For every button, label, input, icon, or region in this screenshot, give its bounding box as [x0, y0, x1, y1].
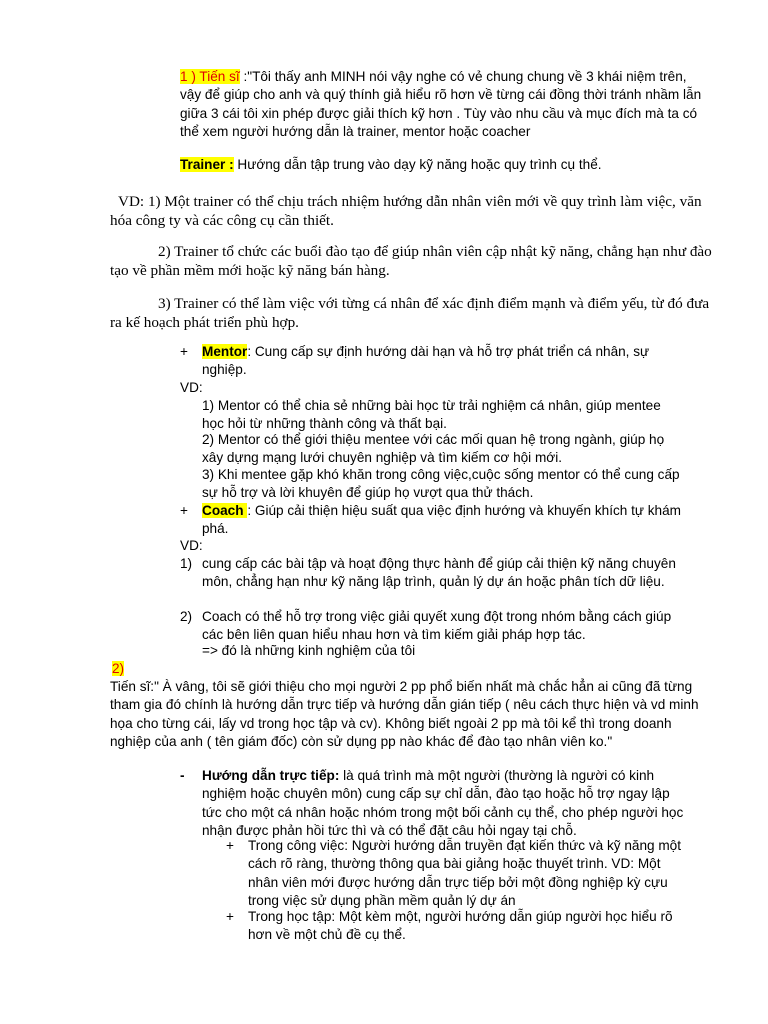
coach-definition	[202, 502, 686, 539]
coach-example-2: Coach có thể hỗ trợ trong việc giải quyết xung đột trong nhóm bằng cách giúp các bên liên quan hiểu nhau hơn và tìm kiếm giải pháp hợp tác.	[202, 609, 672, 643]
trainer-example-1: VD: 1) Một trainer có thể chịu trách nhiệm hướng dẫn nhân viên mới về quy trình làm việc, văn hóa công ty và các công cụ cần thiết.	[110, 193, 702, 229]
trainer-example-2: 2) Trainer tổ chức các buổi đào tạo để giúp nhân viên cập nhật kỹ năng, chẳng hạn như đào tạo về phần mềm mới hoặc kỹ năng bán hàng.	[110, 243, 712, 279]
mentor-bullet: +	[180, 344, 188, 359]
trainer-definition	[180, 156, 702, 174]
direct-label: Hướng dẫn trực tiếp:	[202, 768, 340, 783]
direct-sub-2-bullet: +	[226, 909, 234, 924]
coach-bullet: +	[180, 503, 188, 518]
mentor-example-1: 1) Mentor có thể chia sẻ những bài học từ trải nghiệm cá nhân, giúp mentee học hỏi từ những thành công và thất bại.	[202, 398, 661, 432]
direct-sub-1: Trong công việc: Người hướng dẫn truyền đạt kiến thức và kỹ năng một cách rõ ràng, thường thông qua bài giảng hoặc thuyết trình. VD: Một nhân viên mới được hướng dẫn trực tiếp bởi một đồng nghiệp kỳ cựu trong việc sử dụng phần mềm quản lý dự án	[248, 838, 682, 909]
coach-conclusion: => đó là những kinh nghiệm của tôi	[202, 643, 416, 658]
direct-text: là quá trình mà một người (thường là người có kinh nghiệm hoặc chuyên môn) cung cấp sự chỉ dẫn, đào tạo hoặc hỗ trợ ngay lập tức cho một cá nhân hoặc nhóm trong một bối cảnh cụ thể, cho phép người học nhận được phản hồi tức thì và có thể đặt câu hỏi ngay tại chỗ.	[202, 768, 684, 839]
mentor-label: Mentor	[202, 344, 248, 359]
coach-vd-label: VD:	[180, 538, 203, 553]
intro-paragraph	[180, 68, 702, 142]
coach-example-1-number: 1)	[180, 556, 193, 571]
coach-text: : Giúp cải thiện hiệu suất qua việc định hướng và khuyến khích tự khám phá.	[202, 503, 681, 537]
mentor-example-3: 3) Khi mentee gặp khó khăn trong công việc,cuộc sống mentor có thể cung cấp sự hỗ trợ và lời khuyên để giúp họ vượt qua thử thách.	[202, 467, 680, 501]
mentor-definition	[202, 343, 686, 380]
section-2-label: 2)	[112, 661, 125, 676]
coach-label: Coach	[202, 503, 248, 518]
trainer-example-3: 3) Trainer có thể làm việc với từng cá nhân để xác định điểm mạnh và điểm yếu, từ đó đưa ra kế hoạch phát triển phù hợp.	[110, 295, 710, 331]
speaker-label: 1 ) Tiến sĩ	[180, 69, 240, 84]
mentor-example-2: 2) Mentor có thể giới thiệu mentee với các mối quan hệ trong ngành, giúp họ xây dựng mạng lưới chuyên nghiệp và tìm kiếm cơ hội mới.	[202, 432, 665, 466]
intro-text: :"Tôi thấy anh MINH nói vậy nghe có vẻ chung chung về 3 khái niệm trên, vậy để giúp cho anh và quý thính giả hiểu rõ hơn về từng cái đồng thời tránh nhầm lẫn giữa 3 cái tôi xin phép được giải thích kỹ hơn . Tùy vào nhu cầu và mục đích mà ta có thể xem người hướng dẫn là trainer, mentor hoặc coacher	[180, 69, 702, 140]
mentor-vd-label: VD:	[180, 380, 203, 395]
trainer-text: Hướng dẫn tập trung vào dạy kỹ năng hoặc quy trình cụ thể.	[233, 157, 602, 172]
direct-bullet: -	[180, 768, 185, 783]
coach-example-1: cung cấp các bài tập và hoạt động thực hành để giúp cải thiện kỹ năng chuyên môn, chẳng hạn như kỹ năng lập trình, quản lý dự án hoặc phân tích dữ liệu.	[202, 556, 676, 590]
coach-example-2-number: 2)	[180, 609, 193, 624]
section-2-paragraph: Tiến sĩ:" À vâng, tôi sẽ giới thiệu cho mọi người 2 pp phổ biến nhất mà chắc hẳn ai cũng đã từng tham gia đó chính là hướng dẫn trực tiếp và hướng dẫn gián tiếp ( nêu cách thực hiện và vd minh họa cho từng cái, lấy vd trong học tập và cv). Không biết ngoài 2 pp mà tôi kể thì trong doanh nghiệp của anh ( tên giám đốc) còn sử dụng pp nào khác để đào tạo nhân viên ko."	[110, 679, 699, 750]
mentor-text: : Cung cấp sự định hướng dài hạn và hỗ trợ phát triển cá nhân, sự nghiệp.	[202, 344, 650, 378]
direct-sub-2: Trong học tập: Một kèm một, người hướng dẫn giúp người học hiểu rõ hơn về một chủ đề cụ thể.	[248, 909, 673, 943]
trainer-label: Trainer :	[180, 157, 234, 172]
direct-sub-1-bullet: +	[226, 838, 234, 853]
direct-guidance	[202, 767, 692, 841]
